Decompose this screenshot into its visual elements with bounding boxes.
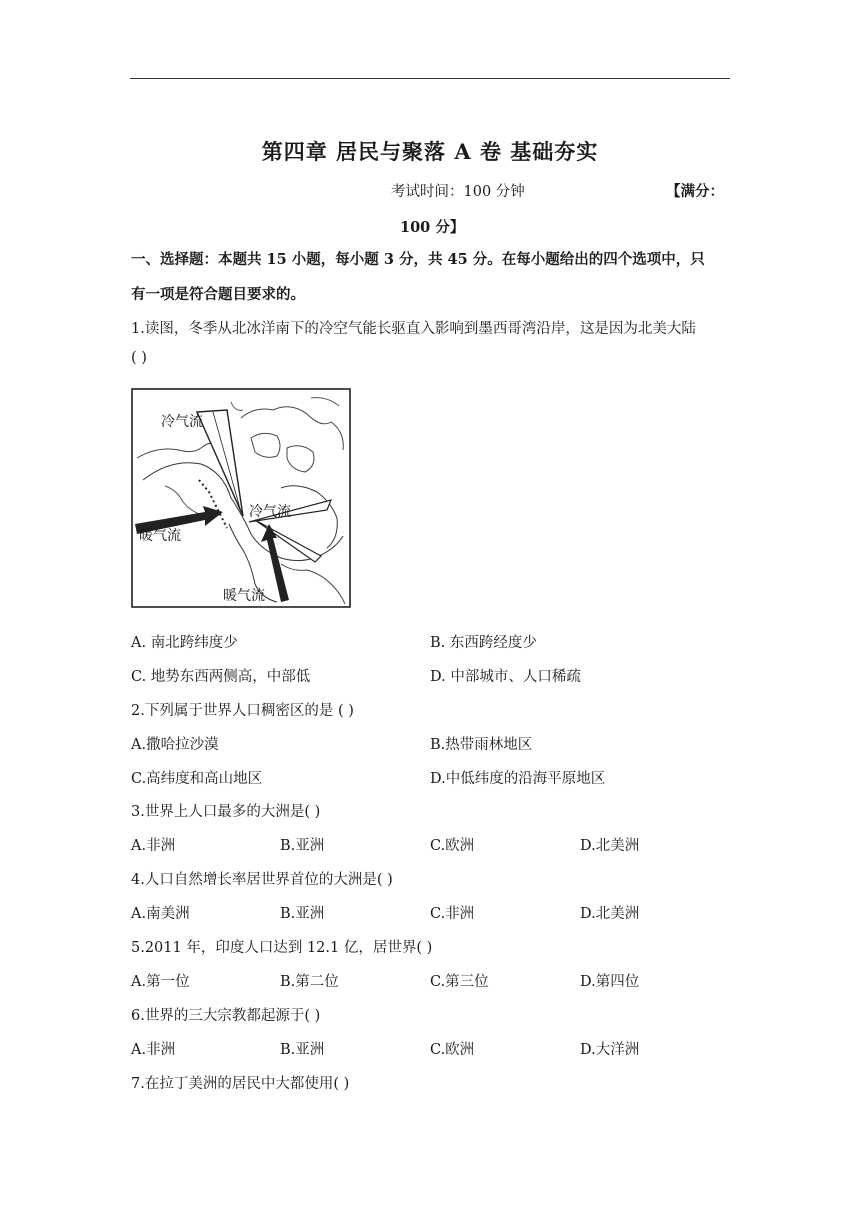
question-5-stem: 5.2011 年，印度人口达到 12.1 亿，居世界( ): [131, 940, 433, 956]
q6-option-c[interactable]: C.欧洲: [430, 1042, 475, 1058]
q5-option-a[interactable]: A.第一位: [131, 974, 190, 990]
q2-option-a[interactable]: A.撒哈拉沙漠: [131, 737, 219, 753]
q3-option-b[interactable]: B.亚洲: [280, 838, 325, 854]
q3-option-d[interactable]: D.北美洲: [580, 838, 640, 854]
map-label-cold-north: 冷气流: [161, 414, 203, 430]
map-label-cold-mid: 冷气流: [249, 504, 291, 520]
question-2-stem: 2.下列属于世界人口稠密区的是 ( ): [131, 703, 354, 719]
q2-option-b[interactable]: B.热带雨林地区: [430, 737, 533, 753]
q5-option-d[interactable]: D.第四位: [580, 974, 640, 990]
map-label-warm-west: 暖气流: [139, 528, 181, 544]
page-title: 第四章 居民与聚落 A 卷 基础夯实: [261, 139, 599, 164]
q5-option-b[interactable]: B.第二位: [280, 974, 339, 990]
section-heading-line2: 有一项是符合题目要求的。: [131, 286, 305, 303]
q2-option-c[interactable]: C.高纬度和高山地区: [131, 771, 263, 787]
q5-option-c[interactable]: C.第三位: [430, 974, 489, 990]
q1-option-c[interactable]: C. 地势东西两侧高，中部低: [131, 669, 311, 685]
q4-option-d[interactable]: D.北美洲: [580, 906, 640, 922]
q4-option-a[interactable]: A.南美洲: [131, 906, 190, 922]
question-1-blank: ( ): [131, 350, 147, 366]
header-rule: [130, 78, 730, 79]
map-label-warm-south: 暖气流: [223, 588, 265, 604]
q1-option-a[interactable]: A. 南北跨纬度少: [131, 635, 238, 651]
question-6-stem: 6.世界的三大宗教都起源于( ): [131, 1008, 321, 1024]
question-3-stem: 3.世界上人口最多的大洲是( ): [131, 804, 321, 820]
q4-option-b[interactable]: B.亚洲: [280, 906, 325, 922]
full-score-label: 【满分：: [666, 183, 724, 200]
q4-option-c[interactable]: C.非洲: [430, 906, 475, 922]
q6-option-b[interactable]: B.亚洲: [280, 1042, 325, 1058]
full-score-value: 100 分】: [400, 219, 465, 236]
q1-option-d[interactable]: D. 中部城市、人口稀疏: [430, 669, 581, 685]
q1-option-b[interactable]: B. 东西跨经度少: [430, 635, 537, 651]
question-4-stem: 4.人口自然增长率居世界首位的大洲是( ): [131, 872, 393, 888]
north-america-airflow-map: [131, 388, 351, 608]
question-7-stem: 7.在拉丁美洲的居民中大都使用( ): [131, 1076, 350, 1092]
exam-time: 考试时间：100 分钟: [391, 184, 525, 200]
question-1-stem: 1.读图，冬季从北冰洋南下的冷空气能长驱直入影响到墨西哥湾沿岸，这是因为北美大陆: [131, 321, 696, 337]
section-heading-line1: 一、选择题：本题共 15 小题，每小题 3 分，共 45 分。在每小题给出的四个选项中，只: [131, 251, 705, 268]
q3-option-a[interactable]: A.非洲: [131, 838, 176, 854]
q6-option-a[interactable]: A.非洲: [131, 1042, 176, 1058]
q2-option-d[interactable]: D.中低纬度的沿海平原地区: [430, 771, 606, 787]
q6-option-d[interactable]: D.大洋洲: [580, 1042, 640, 1058]
q3-option-c[interactable]: C.欧洲: [430, 838, 475, 854]
